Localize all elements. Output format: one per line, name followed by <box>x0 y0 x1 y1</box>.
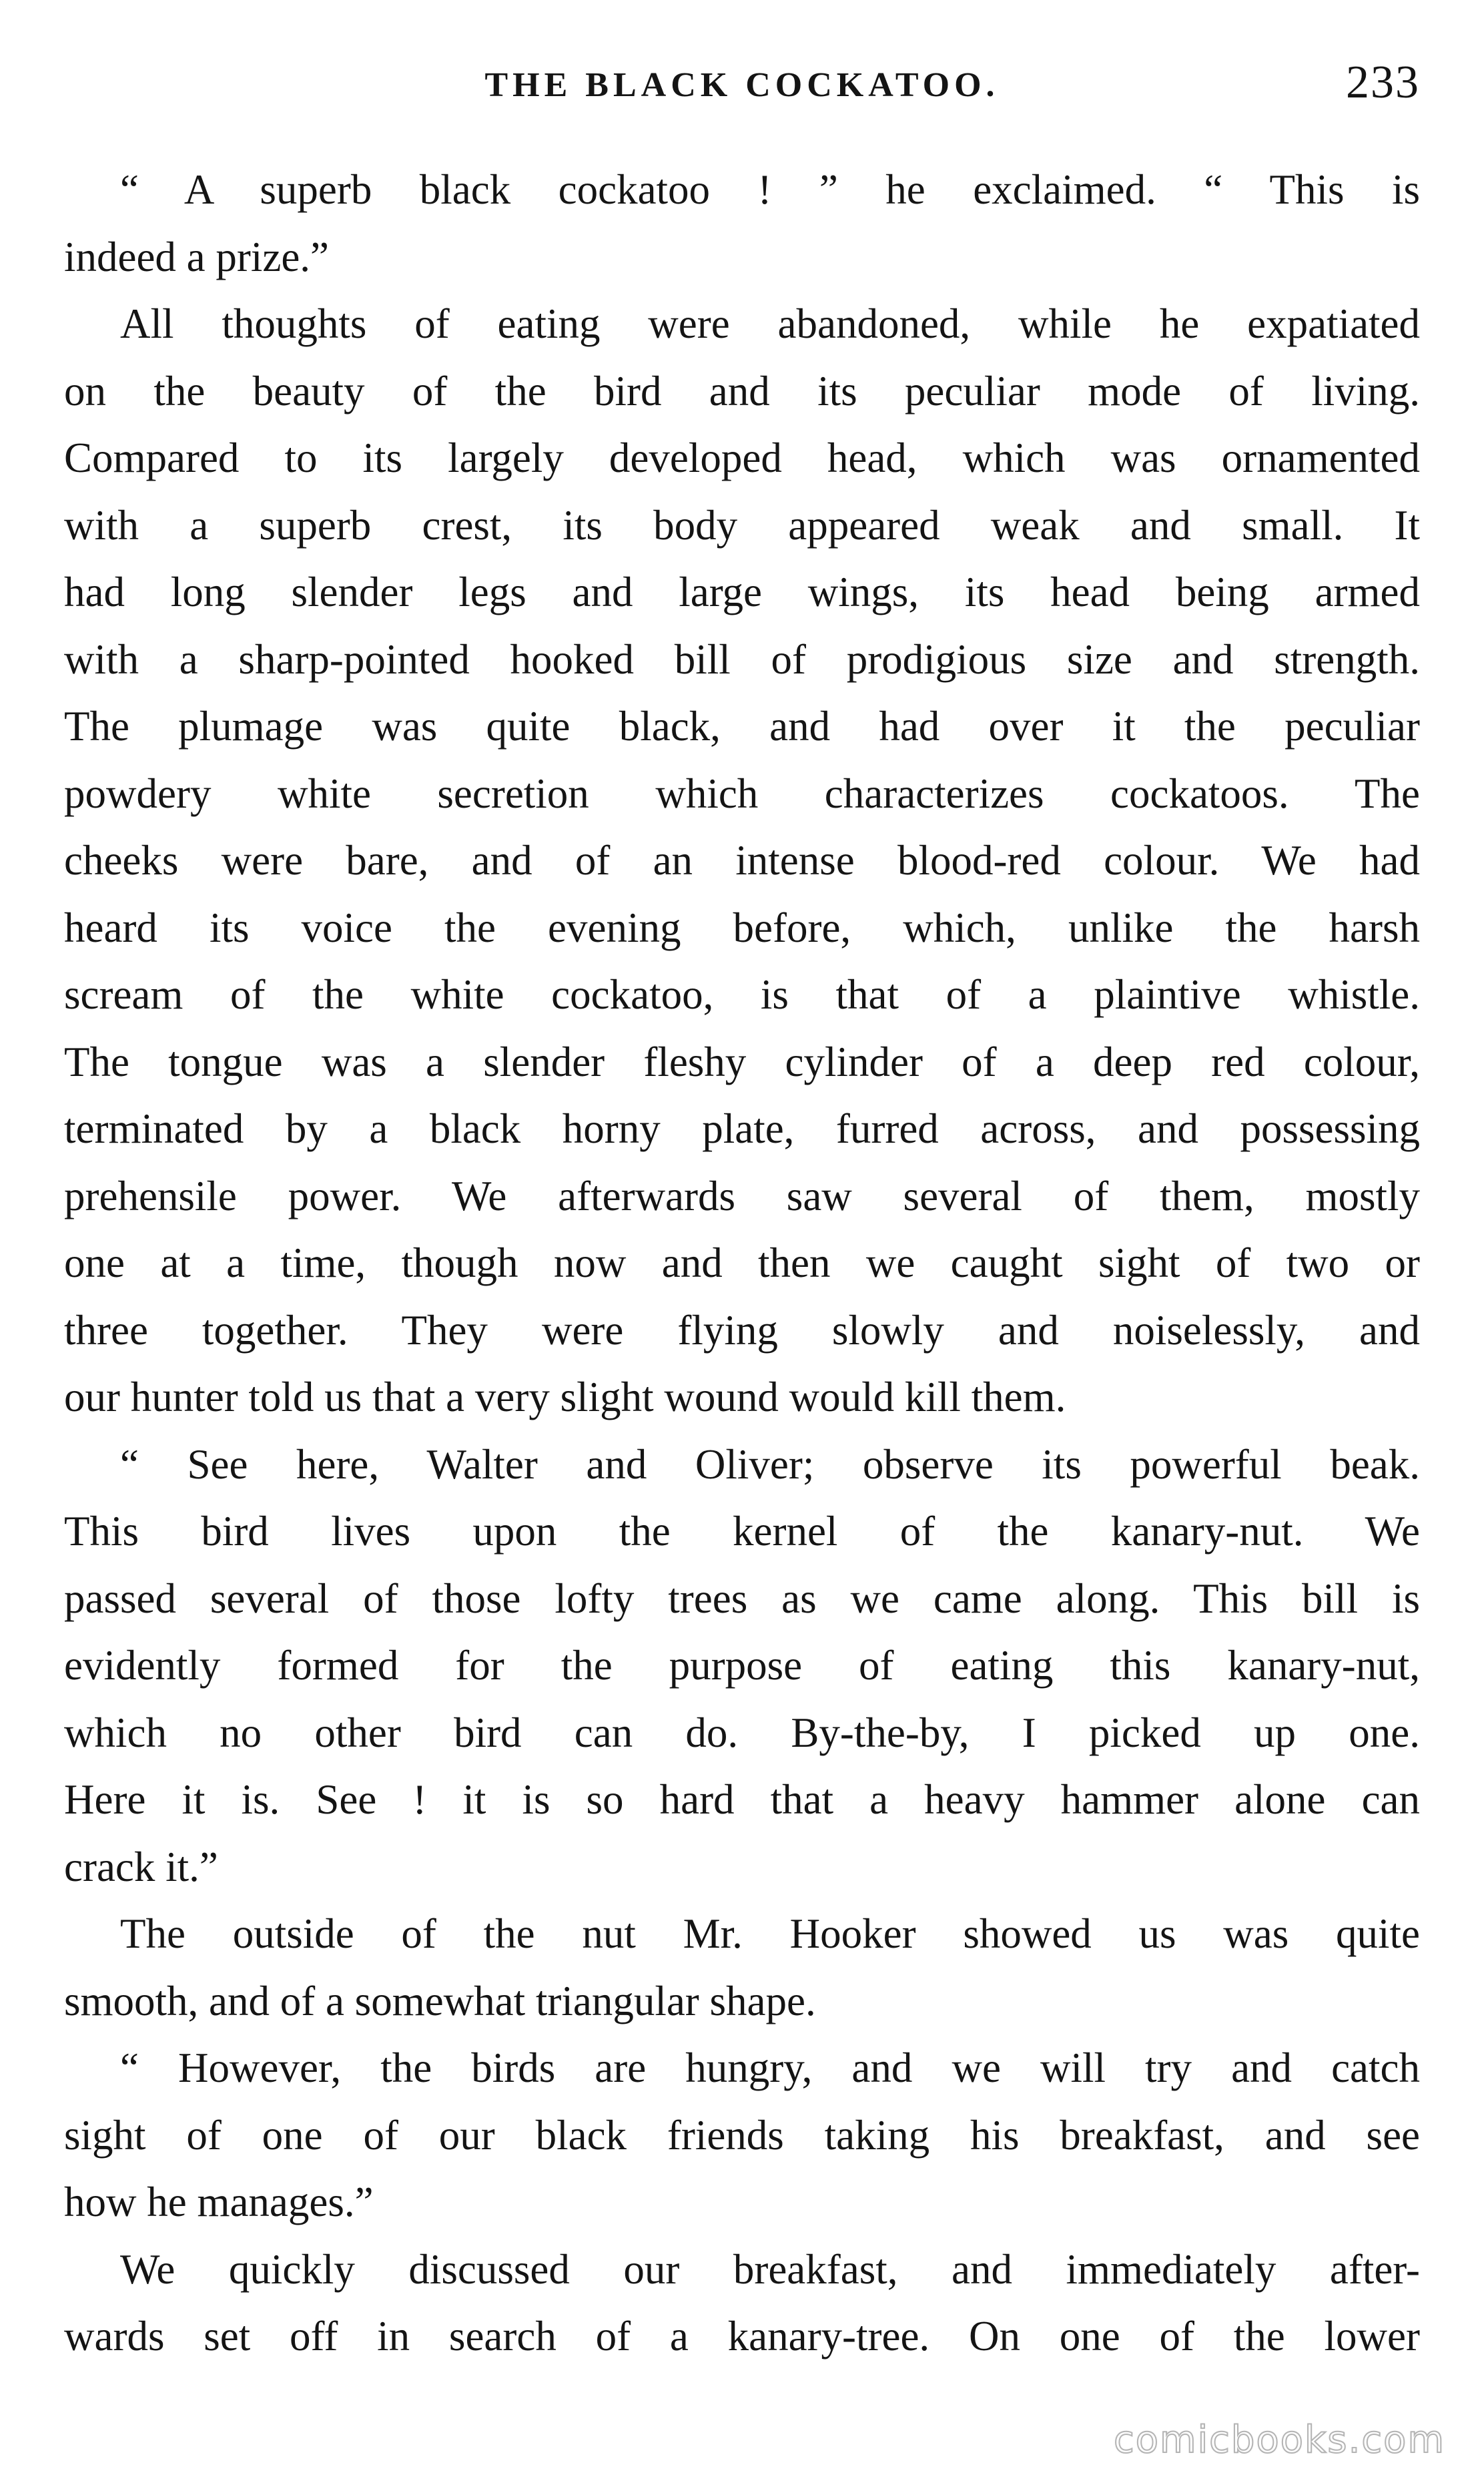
text-line: sight of one of our black friends taking his breakfast, and see <box>64 2111 1420 2159</box>
text-line: “ A superb black cockatoo ! ” he exclaimed. “ This is <box>120 166 1420 213</box>
text-line: passed several of those lofty trees as we came along. This bill is <box>64 1575 1420 1622</box>
text-line: with a superb crest, its body appeared weak and small. It <box>64 501 1420 549</box>
text-line: cheeks were bare, and of an intense blood-red colour. We had <box>64 837 1420 884</box>
text-line: powdery white secretion which characterizes cockatoos. The <box>64 770 1420 817</box>
text-line: how he manages.” <box>64 2179 374 2225</box>
text-line: smooth, and of a somewhat triangular shape. <box>64 1977 816 2024</box>
text-line: All thoughts of eating were abandoned, while he expatiated <box>120 300 1420 347</box>
page-number: 233 <box>1346 57 1420 108</box>
text-line: with a sharp-pointed hooked bill of prodigious size and strength. <box>64 635 1420 683</box>
text-line: heard its voice the evening before, which, unlike the harsh <box>64 904 1420 951</box>
watermark: comicbooks.com <box>1113 2418 1445 2462</box>
text-line: “ See here, Walter and Oliver; observe its powerful beak. <box>120 1440 1420 1488</box>
text-line: prehensile power. We afterwards saw several of them, mostly <box>64 1172 1420 1219</box>
text-line: scream of the white cockatoo, is that of a plaintive whistle. <box>64 971 1420 1018</box>
text-line: one at a time, though now and then we caught sight of two or <box>64 1239 1420 1286</box>
text-line: which no other bird can do. By-the-by, I picked up one. <box>64 1709 1420 1756</box>
text-line: We quickly discussed our breakfast, and immediately after- <box>120 2245 1420 2293</box>
text-line: wards set off in search of a kanary-tree. On one of the lower <box>64 2313 1420 2360</box>
text-line: This bird lives upon the kernel of the kanary-nut. We <box>64 1508 1420 1555</box>
text-line: “ However, the birds are hungry, and we will try and catch <box>120 2044 1420 2091</box>
text-line: The plumage was quite black, and had over it the peculiar <box>64 703 1420 750</box>
text-line: indeed a prize.” <box>64 233 330 280</box>
body-text <box>64 156 1420 2370</box>
text-line: had long slender legs and large wings, its head being armed <box>64 569 1420 615</box>
text-line: The tongue was a slender fleshy cylinder of a deep red colour, <box>64 1038 1420 1085</box>
text-line: three together. They were flying slowly and noiselessly, and <box>64 1306 1420 1354</box>
text-line: our hunter told us that a very slight wound would kill them. <box>64 1374 1066 1420</box>
running-title: THE BLACK COCKATOO. <box>484 66 1000 104</box>
text-line: crack it.” <box>64 1843 218 1890</box>
running-head <box>64 57 1420 119</box>
text-line: Compared to its largely developed head, which was ornamented <box>64 435 1420 481</box>
text-line: Here it is. See ! it is so hard that a heavy hammer alone can <box>64 1776 1420 1823</box>
text-line: terminated by a black horny plate, furred across, and possessing <box>64 1105 1420 1152</box>
text-line: evidently formed for the purpose of eating this kanary-nut, <box>64 1642 1420 1689</box>
text-line: The outside of the nut Mr. Hooker showed us was quite <box>120 1910 1420 1957</box>
text-line: on the beauty of the bird and its peculiar mode of living. <box>64 367 1420 414</box>
